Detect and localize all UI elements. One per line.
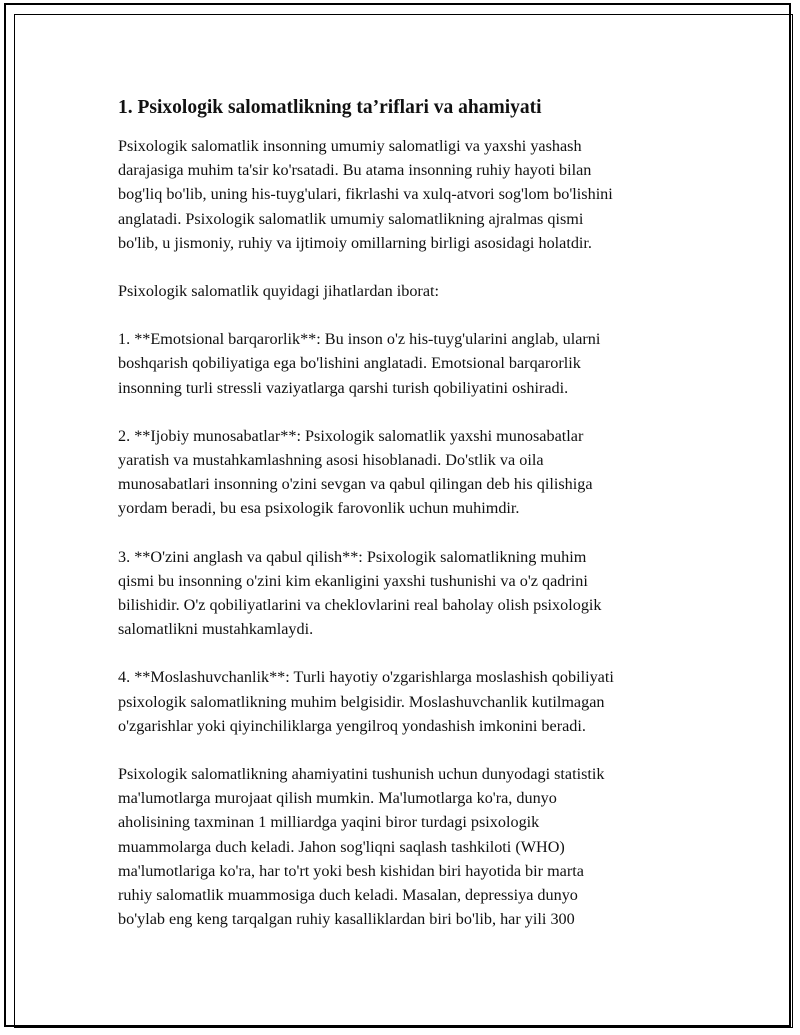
text-line: bilishidir. O'z qobiliyatlarini va cheklovlarini real baholay olish psixologik (118, 596, 602, 615)
text-line: boshqarish qobiliyatiga ega bo'lishini anglatadi. Emotsional barqarorlik (118, 354, 581, 373)
list-item-positive-relationships (118, 424, 698, 521)
document-body (118, 96, 698, 955)
text-line: muammolarga duch keladi. Jahon sog'liqni saqlash tashkiloti (WHO) (118, 837, 565, 856)
text-line: bog'liq bo'lib, uning his-tuyg'ulari, fikrlashi va xulq-atvori sog'lom bo'lishini (118, 185, 613, 204)
text-line: o'zgarishlar yoki qiyinchiliklarga yengilroq yondashish imkonini beradi. (118, 716, 586, 735)
list-item-emotional-stability (118, 327, 698, 400)
text-line: 1. **Emotsional barqarorlik**: Bu inson o'z his-tuyg'ularini anglab, ularni (118, 330, 601, 349)
text-line: aholisining taxminan 1 milliardga yaqini biror turdagi psixologik (118, 813, 540, 832)
text-line: 4. **Moslashuvchanlik**: Turli hayotiy o'zgarishlarga moslashish qobiliyati (118, 668, 614, 687)
text-line: bo'ylab eng keng tarqalgan ruhiy kasalliklardan biri bo'lib, har yili 300 (118, 910, 575, 929)
paragraph-statistics (118, 762, 698, 931)
text-line: bo'lib, u jismoniy, ruhiy va ijtimoiy omillarning birligi asosidagi holatdir. (118, 233, 592, 252)
text-line: ma'lumotlarga murojaat qilish mumkin. Ma'lumotlarga ko'ra, dunyo (118, 789, 557, 808)
list-item-self-awareness (118, 545, 698, 642)
text-line: Psixologik salomatlikning ahamiyatini tushunish uchun dunyodagi statistik (118, 765, 605, 784)
text-line: anglatadi. Psixologik salomatlik umumiy salomatlikning ajralmas qismi (118, 209, 584, 228)
text-line: psixologik salomatlikning muhim belgisidir. Moslashuvchanlik kutilmagan (118, 692, 605, 711)
text-line: ruhiy salomatlik muammosiga duch keladi. Masalan, depressiya dunyo (118, 886, 578, 905)
text-line: Psixologik salomatlik quyidagi jihatlardan iborat: (118, 282, 440, 301)
text-line: 3. **O'zini anglash va qabul qilish**: Psixologik salomatlikning muhim (118, 547, 587, 566)
text-line: qismi bu insonning o'zini kim ekanligini yaxshi tushunishi va o'z qadrini (118, 571, 588, 590)
section-heading: 1. Psixologik salomatlikning ta’riflari va ahamiyati (118, 97, 542, 118)
text-line: munosabatlari insonning o'zini sevgan va qabul qilingan deb his qilishiga (118, 475, 593, 494)
list-item-adaptability (118, 665, 698, 738)
text-line: yaratish va mustahkamlashning asosi hisoblanadi. Do'stlik va oila (118, 451, 544, 470)
text-line: 2. **Ijobiy munosabatlar**: Psixologik salomatlik yaxshi munosabatlar (118, 426, 584, 445)
text-line: darajasiga muhim ta'sir ko'rsatadi. Bu atama insonning ruhiy hayoti bilan (118, 161, 592, 180)
paragraph-intro (118, 134, 698, 255)
text-line: insonning turli stressli vaziyatlarga qarshi turish qobiliyatini oshiradi. (118, 378, 569, 397)
text-line: yordam beradi, bu esa psixologik farovonlik uchun muhimdir. (118, 499, 520, 518)
text-line: salomatlikni mustahkamlaydi. (118, 620, 314, 639)
text-line: Psixologik salomatlik insonning umumiy salomatligi va yaxshi yashash (118, 137, 582, 155)
text-line: ma'lumotlariga ko'ra, har to'rt yoki besh kishidan biri hayotida bir marta (118, 861, 584, 880)
paragraph-aspects-intro (118, 279, 698, 303)
